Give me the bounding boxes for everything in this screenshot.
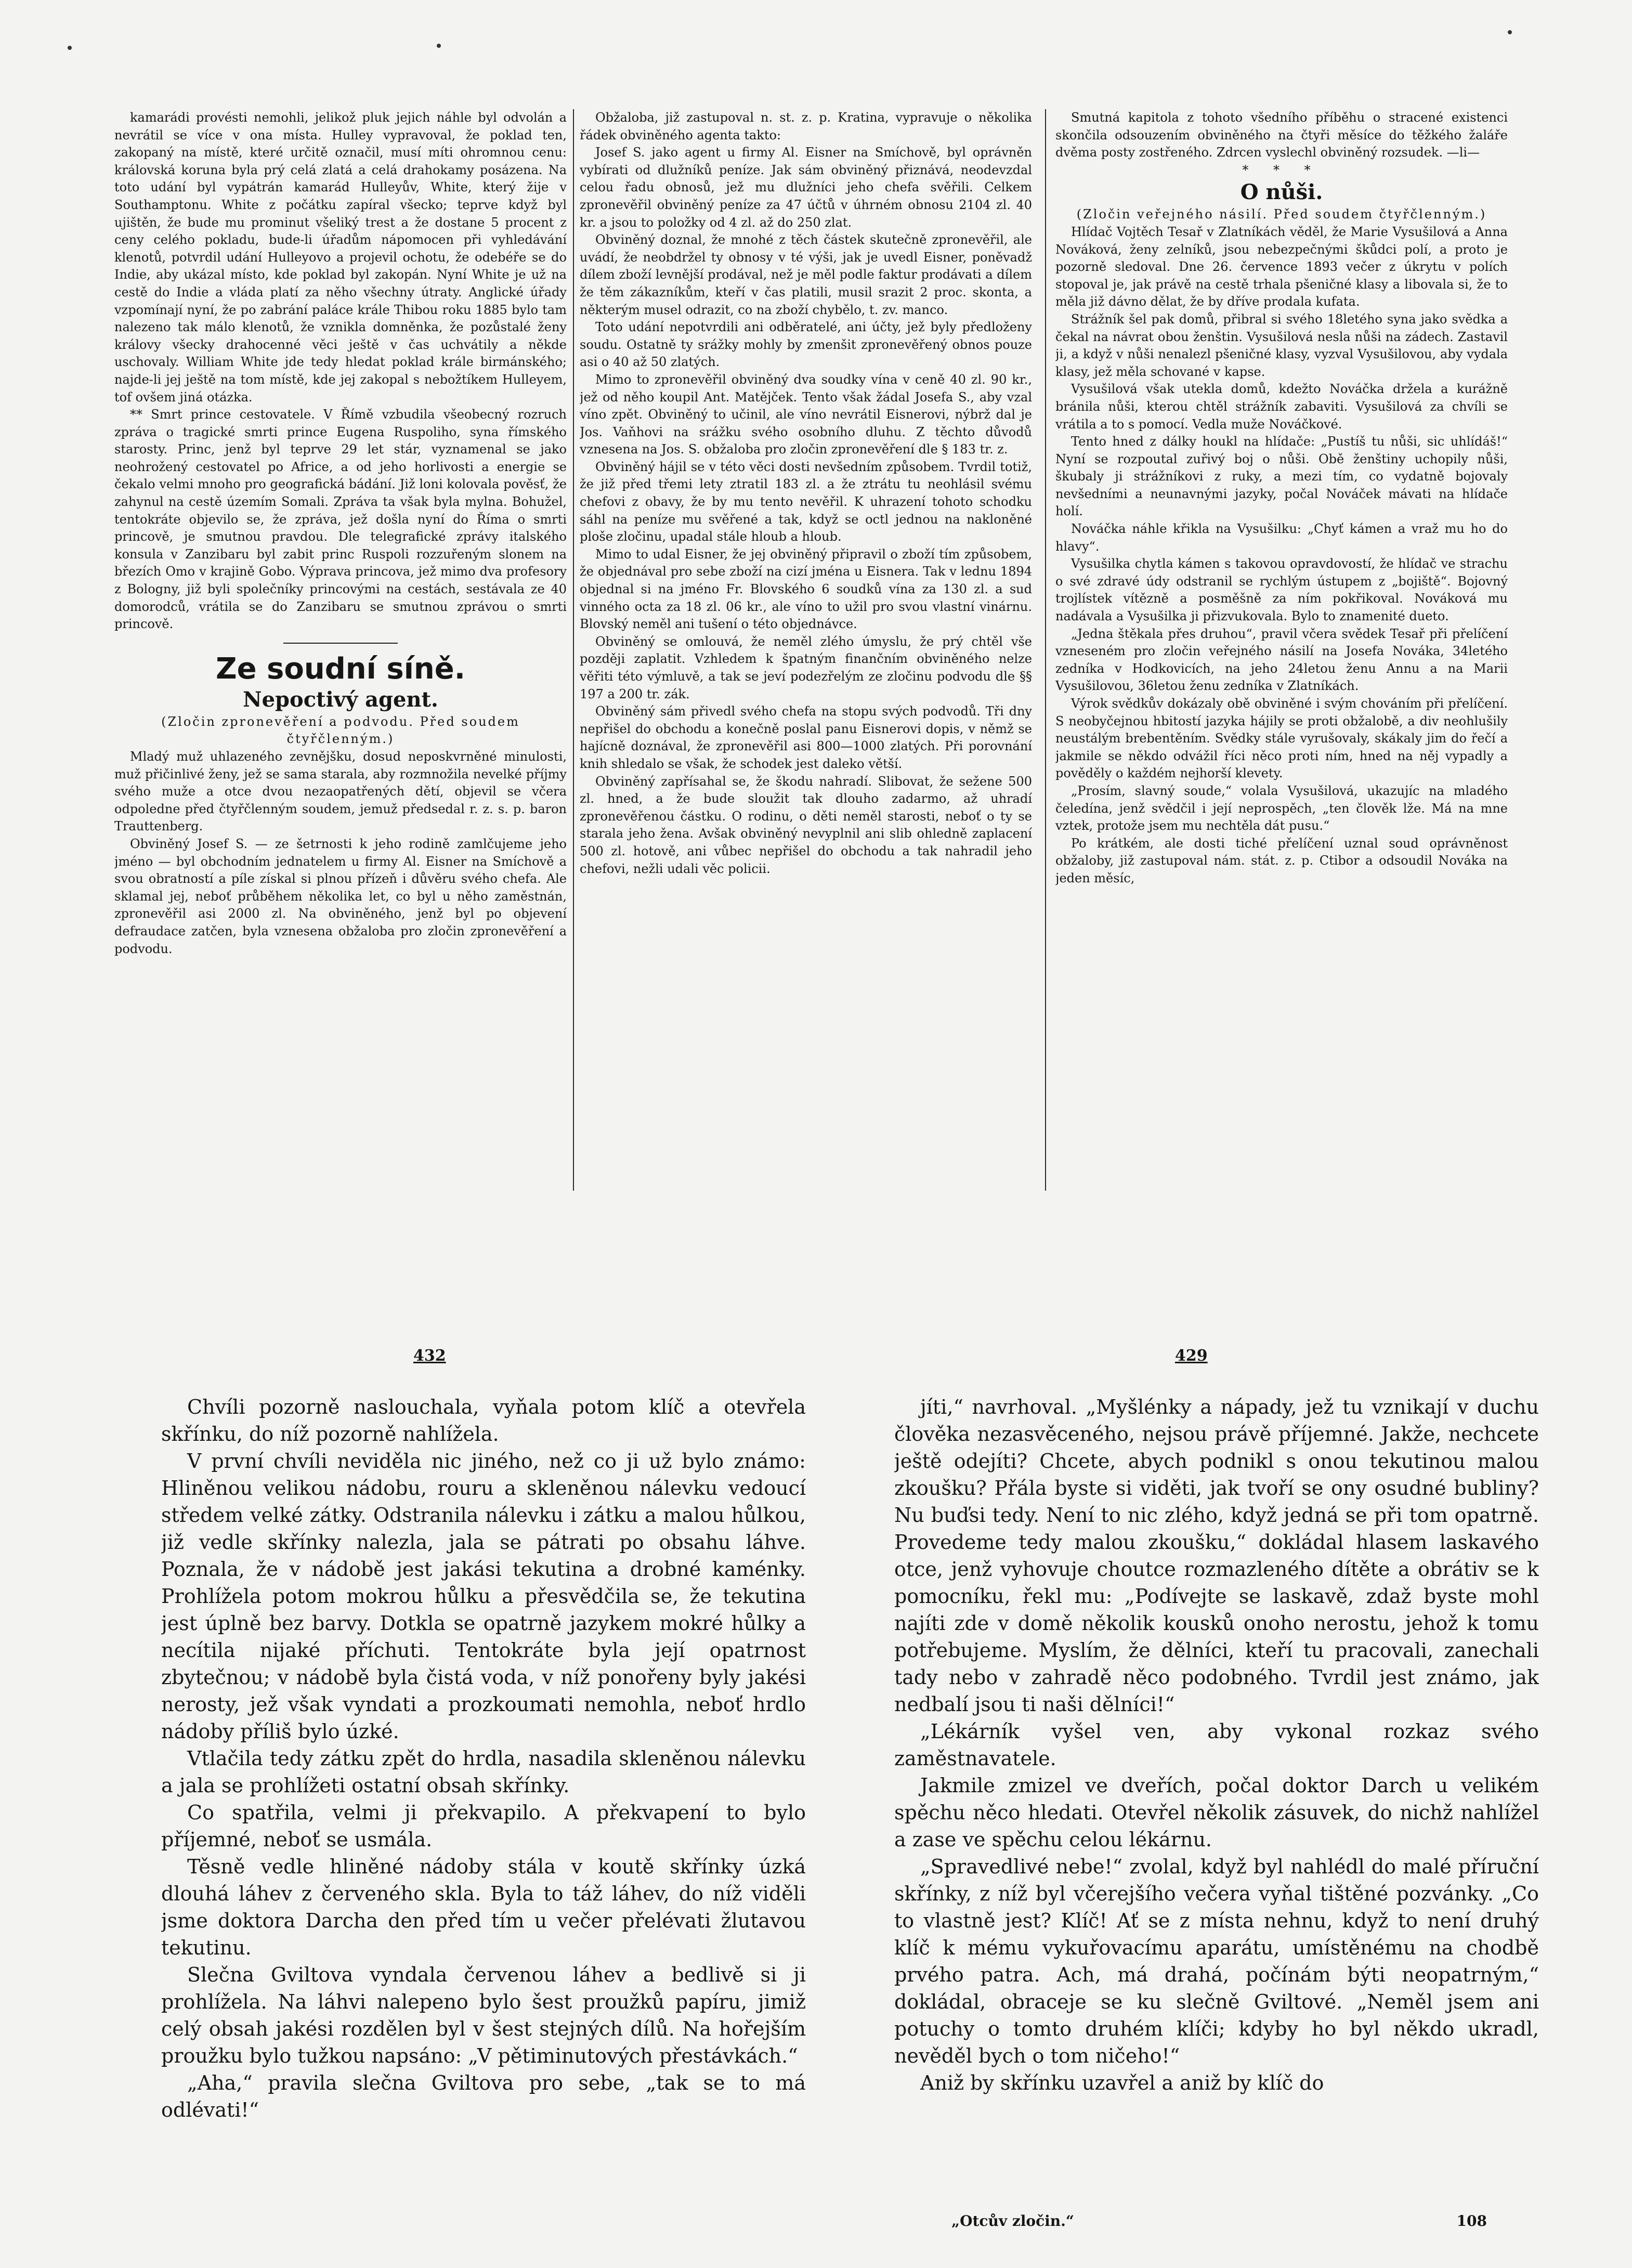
paragraph: Hlídač Vojtěch Tesař v Zlatníkách věděl, že Marie Vysušilová a Anna Nováková, ženy zelníků, jsou nebezpečnými škůdci polí, a proto je pozorně sledoval. Dne 26. července 1893 večer z úkrytu v polích stopoval je, jak právě na cestě trhala pšeničné klasy a libovala si, že to měla již dávno dělat, že by dříve prodala kufata. <box>1055 224 1508 309</box>
paragraph: Nováčka náhle křikla na Vysušilku: „Chyť kámen a vraž mu ho do hlavy“. <box>1055 522 1508 554</box>
paragraph: „Prosím, slavný soude,“ volala Vysušilová, ukazujíc na mladého čeledína, jenž svědčil i její neprospěch, „ten člověk lže. Má na mne vztek, protože jsem mu nechtěla dát pusu.“ <box>1055 783 1508 833</box>
paragraph: Obviněný zapřísahal se, že škodu nahradí. Slibovat, že sežene 500 zl. hned, a že bude sloužit tak dlouho zadarmo, až uhradí zpronevěřenou částku. O rodinu, o děti neměl starosti, neboť o ty se starala jeho žena. Avšak obviněný nevyplnil ani slib ohledně zaplacení 500 zl. hotově, ani vůbec nepřišel do obchodu a tak nahradil jeho chefovi, nežli udali věc policii. <box>580 774 1032 876</box>
paragraph: Co spatřila, velmi ji překvapilo. A překvapení to bylo příjemné, neboť se usmála. <box>161 1801 806 1851</box>
paragraph: Tento hned z dálky houkl na hlídače: „Pustíš tu nůši, sic uhlídáš!“ Nyní se rozpoutal zuřivý boj o nůši. Obě ženštiny uchopily nůši, škubaly ji strážníkovi z ruky, a mezi tím, co vydatně bojovaly nevšedními a neunavnými jazyky, počal Nováček mávati na hlídače holí. <box>1055 434 1508 519</box>
divider <box>283 643 398 644</box>
lower-right-column <box>894 1393 1539 2215</box>
paragraph: Strážník šel pak domů, přibral si svého 18letého syna jako svědka a čekal na návrat obou ženštin. Vysušilová nesla nůši na zádech. Zastavil ji, a když v nůši nenalezl pšeničné klasy, vyzval Vysušilovou, aby vydala klasy, jež měla schované v kapse. <box>1055 311 1508 379</box>
paragraph: Obviněný doznal, že mnohé z těch částek skutečně zpronevěřil, ale uvádí, že neobdržel ty obnosy v té výši, jak je uvedl Eisner, poněvadž dílem zboží levnější prodával, než je měl podle faktur prodávati a dílem že těm zákazníkům, kteří v čas platili, musil srazit 2 proc. skonta, a některým musel odrazit, co na zboží chybělo, t. zv. manco. <box>580 232 1032 317</box>
page-footer <box>951 2212 1487 2230</box>
paragraph: „Lékárník vyšel ven, aby vykonal rozkaz svého zaměstnavatele. <box>894 1720 1539 1770</box>
paragraph: Obviněný sám přivedl svého chefa na stopu svých podvodů. Tři dny nepřišel do obchodu a konečně poslal panu Eisnerovi dopis, v němž se hajícně doznával, že zpronevěřil asi 800—1000 zlatých. Při porovnání knih shledalo se však, že schodek jest daleko větší. <box>580 704 1032 771</box>
paragraph: Vtlačila tedy zátku zpět do hrdla, nasadila skleněnou nálevku a jala se prohlížeti ostatní obsah skřínky. <box>161 1747 806 1797</box>
paragraph: Těsně vedle hliněné nádoby stála v koutě skřínky úzká dlouhá láhev z červeného skla. Byla to táž láhev, do níž viděli jsme doktora Darcha den před tím u večer přelévati žlutavou tekutinu. <box>161 1855 806 1959</box>
footer-title: „Otcův zločin.“ <box>951 2212 1074 2230</box>
article-title: Nepoctivý agent. <box>243 687 438 712</box>
paragraph: ** Smrt prince cestovatele. V Římě vzbudila všeobecný rozruch zpráva o tragické smrti prince Eugena Ruspoliho, syna římského starosty. Princ, jenž byl teprve 29 let stár, vyznamenal se jako neohrožený cestovatel po Africe, a od jeho horlivosti a energie se čekalo velmi mnoho pro geografická bádání. Již loni kolovala pověsť, že zahynul na cestě územím Somali. Zpráva ta však byla mylna. Bohužel, tentokráte objevilo se, že zpráva, jež došla nyní do Říma o smrti princově, je smutnou pravdou. Dle telegrafické zprávy italského konsula v Zanzibaru byl zabit princ Ruspoli rozzuřeným slonem na březích Omo v krajině Gobo. Výprava princova, jež mimo dva profesory z Bologny, již byli společníky princovými na cestách, sestávala ze 40 domorodců, vrátila se do Zanzibaru se smutnou zprávou o smrti princově. <box>114 407 567 632</box>
paragraph: „Spravedlivé nebe!“ zvolal, když byl nahlédl do malé příruční skřínky, z níž byl včerejšího večera vyňal tištěné pozvánky. „Co to vlastně jest? Klíč! Ať se z místa nehnu, když to není druhý klíč k mému vykuřovacímu aparátu, umístěnému na chodbě prvého patra. Ach, má drahá, počínám býti neopatrným,“ dokládal, obraceje se ku slečně Gviltové. „Neměl jsem ani potuchy o tomto druhém klíči; kdyby ho byl někdo ukradl, nevěděl bych o tom ničeho!“ <box>894 1855 1539 2067</box>
scan-speck <box>437 44 441 48</box>
lower-left-column <box>161 1393 806 2215</box>
column-3 <box>1055 109 1508 1191</box>
column-1 <box>114 109 567 1191</box>
paragraph: Obviněný hájil se v této věci dosti nevšedním způsobem. Tvrdil totiž, že již před třemi lety ztratil 183 zl. a že ztrátu tu neohlásil svému chefovi z obavy, že by mu tento nevěřil. K uhrazení tohoto schodku sáhl na peníze mu svěřené a tak, když se octl jednou na nakloněné ploše zločinu, upadal stále hloub a hloub. <box>580 459 1032 544</box>
paragraph: V první chvíli neviděla nic jiného, než co ji už bylo známo: Hliněnou velikou nádobu, rouru a skleněnou nálevku vedoucí středem velké zátky. Odstranila nálevku i zátku a malou hůlkou, již vedle skřínky nalezla, jala se pátrati po obsahu láhve. Poznala, že v nádobě jest jakási tekutina a drobné kaménky. Prohlížela potom mokrou hůlku a přesvědčila se, že tekutina jest úplně bez barvy. Dotkla se opatrně jazykem mokré hůlky a necítila nijaké příchuti. Tentokráte byla její opatrnost zbytečnou; v nádobě byla čistá voda, v níž ponořeny byly jakési nerosty, jež však vyndati a prozkoumati nemohla, neboť hrdlo nádoby příliš bylo úzké. <box>161 1450 806 1743</box>
paragraph: Mladý muž uhlazeného zevnějšku, dosud neposkvrněné minulosti, muž přičinlivé ženy, jež se sama starala, aby rozmnožila nevelké příjmy svého muže a otce dvou nezaopatřených dětí, objevil se včera odpoledne před čtyřčlenným soudem, jemuž předsedal r. z. s. p. baron Trauttenberg. <box>114 749 567 834</box>
paragraph: Mimo to zpronevěřil obviněný dva soudky vína v ceně 40 zl. 90 kr., jež od něho koupil Ant. Matějček. Tento však žádal Josefa S., aby vzal víno zpět. Obviněný to učinil, ale víno nevrátil Eisnerovi, nýbrž dal je Jos. Vaňhovi na srážku svého osobního dluhu. Z těchto důvodů vznesena na Jos. S. obžaloba pro zločin zpronevěření dle § 183 tr. z. <box>580 372 1032 457</box>
page-number-right: 429 <box>1175 1347 1208 1365</box>
column-divider <box>573 109 574 1191</box>
paragraph: Vysušilka chytla kámen s takovou opravdovostí, že hlídač ve strachu o své zdravé údy odstranil se rychlým ústupem z „bojiště“. Bojovný trojlístek vítězně a posměšně za ním pokřikoval. Nováková mu nadávala a Vysušilka ji přizvukovala. Bylo to znamenité dueto. <box>1055 556 1508 624</box>
paragraph: Obviněný Josef S. — ze šetrnosti k jeho rodině zamlčujeme jeho jméno — byl obchodním jednatelem u firmy Al. Eisner na Smíchově a svou obratností a píle získal si plnou přízeň i důvěru svého chefa. Ale sklamal jej, neboť průběhem několika let, co byl u něho zaměstnán, zpronevěřil asi 2000 zl. Na obviněného, jenž byl po objevení defraudace zatčen, byla vznesena obžaloba pro zločin zpronevěření a podvodu. <box>114 836 567 956</box>
paragraph: Obviněný se omlouvá, že neměl zlého úmyslu, že prý chtěl vše později zaplatit. Vzhledem k špatným finančním obviněného nelze věřiti této výmluvě, a tak se jeví podezřelým ze zločinu podvodu dle §§ 197 a 200 tr. zák. <box>580 634 1032 701</box>
paragraph: Vysušilová však utekla domů, kdežto Nováčka držela a kurážně bránila nůši, kterou chtěl strážník zabaviti. Vysušilová za chvíli se vrátila a to s pomocí. Vedla muže Nováčkové. <box>1055 382 1508 432</box>
paragraph: Josef S. jako agent u firmy Al. Eisner na Smíchově, byl oprávněn vybírati od dlužníků peníze. Jak sám obviněný přiznává, neodevzdal celou řadu obnosů, jež mu dlužníci jeho chefa svěřili. Celkem zpronevěřil obviněný peníze za 47 účtů v úhrném obnosu 2104 zl. 40 kr. a jsou to položky od 4 zl. až do 250 zlat. <box>580 145 1032 230</box>
paragraph: „Aha,“ pravila slečna Gviltova pro sebe, „tak se to má odlévati!“ <box>161 2071 806 2121</box>
paragraph: Aniž by skřínku uzavřel a aniž by klíč do <box>920 2071 1324 2094</box>
paragraph: Obžaloba, již zastupoval n. st. z. p. Kratina, vypravuje o několika řádek obviněného agenta takto: <box>580 110 1032 142</box>
section-mark: * * * <box>1242 162 1321 177</box>
article-subhead: (Zločin veřejného násilí. Před soudem čtyřčlenným.) <box>1076 207 1487 222</box>
page-number-left: 432 <box>413 1347 446 1365</box>
paragraph: jíti,“ navrhoval. „Myšlénky a nápady, jež tu vznikají v duchu člověka nezasvěceného, nejsou právě příjemné. Jakže, nechcete ještě odejíti? Chcete, abych podnikl s onou tekutinou malou zkoušku? Přála byste si viděti, jak tvoří se ony osudné bubliny? Nu buďsi tedy. Není to nic zlého, když jedná se při tom opatrně. Provedeme tedy malou zkoušku,“ dokládal hlasem laskavého otce, jenž vyhovuje choutce rozmazleného dítěte a obrátiv se k pomocníku, řekl mu: „Podívejte se laskavě, zdaž byste mohl najíti zde v domě několik kousků onoho nerostu, jehož k tomu potřebujeme. Myslím, že dělníci, kteří tu pracovali, zanechali tady nebo v zahradě něco podobného. Tvrdil jest známo, jak nedbalí jsou ti naši dělníci!“ <box>894 1396 1539 1716</box>
footer-number: 108 <box>1456 2212 1487 2230</box>
paragraph: Chvíli pozorně naslouchala, vyňala potom klíč a otevřela skřínku, do níž pozorně nahlížela. <box>161 1396 806 1445</box>
scan-speck <box>68 46 72 50</box>
scan-speck <box>1508 30 1512 34</box>
paragraph: Toto udání nepotvrdili ani odběratelé, ani účty, jež byly předloženy soudu. Ostatně ty srážky mohly by zmenšit zpronevěřený obnos pouze asi o 40 až 50 zlatých. <box>580 320 1032 370</box>
paragraph: „Jedna štěkala přes druhou“, pravil včera svědek Tesař při přelíčení vzneseném pro zločin veřejného násilí na Josefa Nováka, 34letého zedníka v Hodkovicích, na jeho 24letou ženu Annu a na Marii Vysušilovou, 36letou ženu zedníka v Zlatníkách. <box>1055 626 1508 694</box>
paragraph: Výrok svědkův dokázaly obě obviněné i svým chováním při přelíčení. S neobyčejnou hbitostí jazyka hájily se proti obžalobě, a div neohlušily neustálým brebentěním. Svědky stále vyrušovaly, skákaly jim do řečí a jakmile se někdo odvážil říci něco proti ním, hned na něj vypadly a pověděly o každém nejhorší klevety. <box>1055 696 1508 781</box>
article-subhead: (Zločin zpronevěření a podvodu. Před soudem čtyřčlenným.) <box>161 714 520 747</box>
paragraph: Mimo to udal Eisner, že jej obviněný připravil o zboží tím způsobem, že objednával pro sebe zboží na cizí jména u Eisnera. Tak v lednu 1894 objednal si na jméno Fr. Blovského 6 soudků vína za 130 zl. a sud vinného octa za 18 zl. 06 kr., ale víno to užil pro svou vlastní vinárnu. Blovský neměl ani tušení o této objednávce. <box>580 546 1032 632</box>
paragraph: Slečna Gviltova vyndala červenou láhev a bedlivě si ji prohlížela. Na láhvi nalepeno bylo šest proužků papíru, jimiž celý obsah jakési rozdělen byl v šest stejných dílů. Na hořejším proužku bylo tužkou napsáno: „V pětiminutových přestávkách.“ <box>161 1963 806 2067</box>
column-divider <box>1045 109 1046 1191</box>
paragraph: kamarádi provésti nemohli, jelikož pluk jejich náhle byl odvolán a nevrátil se více v ona místa. Hulley vypravoval, že poklad ten, zakopaný na místě, které určitě označil, musí míti ohromnou cenu: královská koruna byla prý celá zlatá a celá drahokamy posázena. Na toto udání byl vypátrán kamarád Hulleyův, White, který žije v Southamptonu. White z počátku zapíral všecko; teprve když byl ujištěn, že bude mu prominut všeliký trest a že dostane 5 procent z ceny celého pokladu, bude-li úřadům nápomocen při vyhledávání klenotů, potvrdil udání Hulleyovo a projevil ochotu, že odebéře se do Indie, aby ukázal místo, kde poklad byl zakopán. Nyní White je už na cestě do Indie a vláda platí za něho všechny útraty. Anglické úřady vzpomínají nyní, že po zabrání paláce krále Thibou roku 1885 bylo tam nalezeno tak málo klenotů, že vznikla domněnka, že pozůstalé ženy královy všecky drahocenné věci ještě v čas uchvátily a někde uschovaly. William White jde tedy hledat poklad krále birmánského; najde-li jej ještě na tom místě, kde jej zakopal s nebožtíkem Hulleyem, tof ovšem jiná otázka. <box>114 110 567 405</box>
paragraph: Jakmile zmizel ve dveřích, počal doktor Darch u velikém spěchu něco hledati. Otevřel několik zásuvek, do nichž nahlížel a zase ve spěchu celou lékárnu. <box>894 1774 1539 1851</box>
section-title: Ze soudní síně. <box>215 651 466 686</box>
paragraph: Po krátkém, ale dosti tiché přelíčení uznal soud oprávněnost obžaloby, již zastupoval nám. stát. z. p. Ctibor a odsoudil Nováka na jeden měsíc, <box>1055 836 1508 885</box>
upper-spread <box>114 109 1508 1201</box>
paragraph: Smutná kapitola z tohoto všedního příběhu o stracené existenci skončila odsouzením obviněného na čtyři měsíce do těžkého žaláře dvěma posty zostřeného. Zdrcen vyslechl obviněný rozsudek. —li— <box>1055 110 1508 160</box>
column-2 <box>580 109 1032 1191</box>
article-title: O nůši. <box>1240 180 1323 205</box>
